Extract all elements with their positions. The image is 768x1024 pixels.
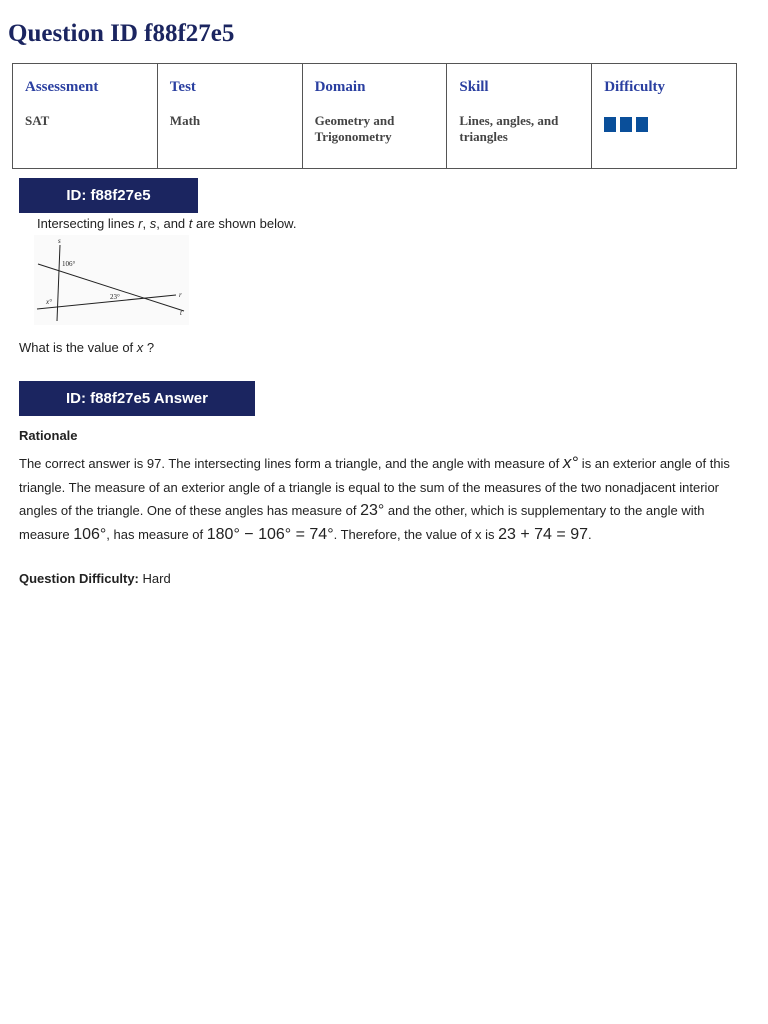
meta-header-row	[13, 64, 737, 108]
question-stem	[37, 216, 296, 231]
label-angle-23: 23°	[110, 293, 120, 301]
stem-var-s: s	[149, 216, 157, 231]
rationale-part-6: .	[587, 526, 592, 542]
page-title: Question ID f88f27e5	[8, 20, 235, 47]
stem-var-t: t	[188, 216, 193, 231]
value-test: Math	[157, 107, 302, 169]
difficulty-value: Hard	[142, 571, 171, 586]
rationale-heading: Rationale	[19, 428, 78, 443]
math-x-degree: x°	[562, 453, 579, 472]
question-id-banner: ID: f88f27e5	[19, 178, 198, 213]
difficulty-bar	[604, 117, 616, 132]
header-domain: Domain	[302, 64, 447, 108]
rationale-part-5: . Therefore, the value of x is	[333, 526, 499, 542]
rationale-part-1: The correct answer is 97. The intersecting lines form a triangle, and the angle with measure of	[19, 456, 563, 471]
label-angle-106: 106°	[62, 260, 76, 268]
prompt-var: x	[136, 340, 144, 355]
header-difficulty: Difficulty	[592, 64, 737, 108]
value-difficulty	[592, 107, 737, 169]
rationale-text	[19, 451, 749, 546]
difficulty-bar	[636, 117, 648, 132]
label-s: s	[58, 237, 61, 245]
header-assessment: Assessment	[13, 64, 158, 108]
math-supplementary-calc: 180° − 106° = 74°	[206, 525, 334, 543]
stem-prefix: Intersecting lines	[37, 216, 139, 231]
value-domain: Geometry and Trigonometry	[302, 107, 447, 169]
question-difficulty	[19, 571, 171, 586]
label-angle-x: x°	[46, 298, 52, 306]
stem-sep1: ,	[142, 216, 150, 231]
value-skill: Lines, angles, and triangles	[447, 107, 592, 169]
meta-value-row	[13, 107, 737, 169]
difficulty-label: Question Difficulty:	[19, 571, 139, 586]
question-prompt	[19, 340, 154, 355]
stem-var-r: r	[138, 216, 143, 231]
header-test: Test	[157, 64, 302, 108]
prompt-suffix: ?	[143, 340, 155, 355]
prompt-prefix: What is the value of	[19, 340, 137, 355]
value-assessment: SAT	[13, 107, 158, 169]
stem-sep2: , and	[156, 216, 189, 231]
stem-suffix: are shown below.	[192, 216, 297, 231]
difficulty-bar	[620, 117, 632, 132]
rationale-part-2: is an exterior angle of this triangle. The measure of an exterior angle of a triangle is equal to the sum of the measures of the two nonadjacent interior angles of the triangle. One of these angles has measure of	[19, 456, 730, 518]
rationale-part-3: and the other, which is supplementary to the angle with measure	[19, 503, 705, 542]
math-106-degree: 106°	[73, 525, 107, 543]
rationale-part-4: , has measure of	[106, 526, 207, 542]
math-sum-calc: 23 + 74 = 97	[498, 525, 588, 543]
label-t: t	[180, 309, 182, 317]
intersecting-lines-figure	[34, 235, 189, 325]
header-skill: Skill	[447, 64, 592, 108]
label-r: r	[179, 291, 182, 299]
math-23-degree: 23°	[360, 502, 385, 519]
difficulty-indicator	[604, 117, 724, 132]
question-meta-table	[12, 63, 737, 169]
answer-id-banner: ID: f88f27e5 Answer	[19, 381, 255, 416]
